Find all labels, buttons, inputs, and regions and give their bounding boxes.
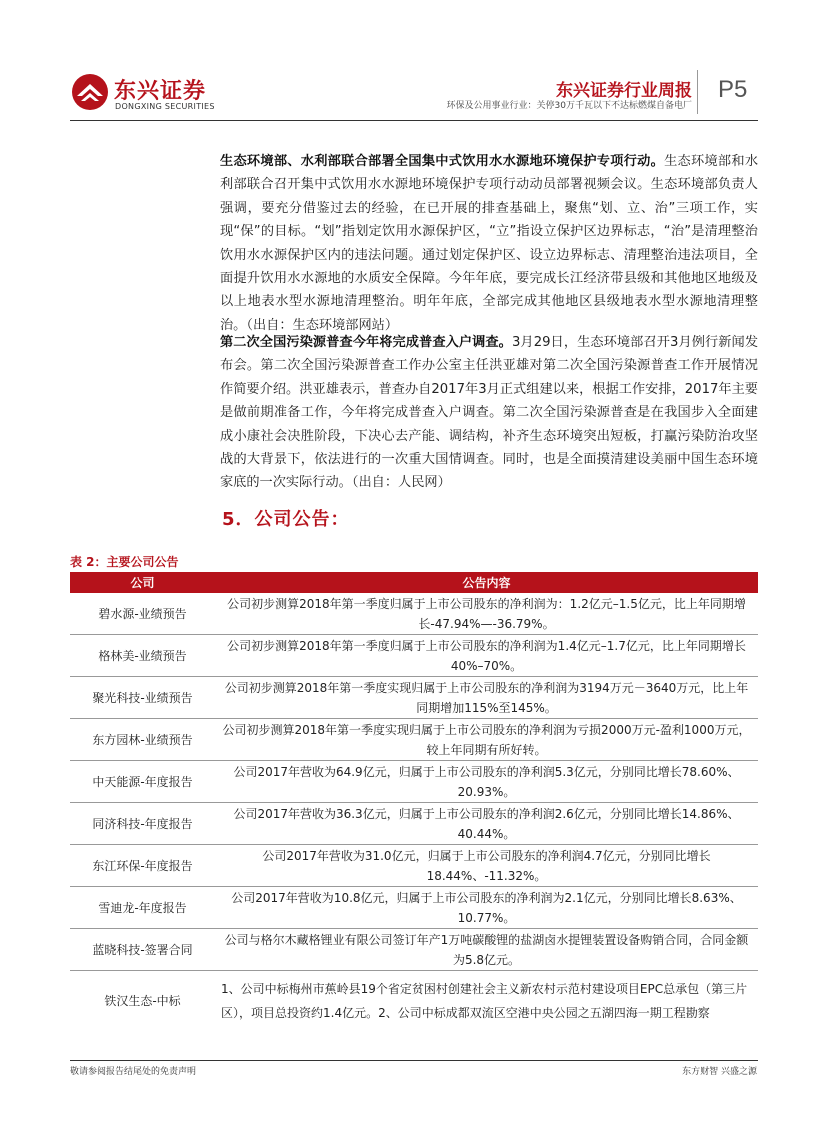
table-row xyxy=(70,593,758,635)
news-paragraph-1 xyxy=(220,150,758,337)
content-cell: 公司2017年营收为10.8亿元，归属于上市公司股东的净利润为2.1亿元，分别同比增长8.63%、10.77%。 xyxy=(215,887,758,929)
company-announcement-table xyxy=(70,572,758,1031)
footer-slogan: 东方财智 兴盛之源 xyxy=(682,1067,757,1077)
content-cell: 公司2017年营收为64.9亿元，归属于上市公司股东的净利润5.3亿元，分别同比增长78.60%、20.93%。 xyxy=(215,761,758,803)
header-rule xyxy=(70,120,758,121)
column-header-company: 公司 xyxy=(70,572,215,593)
content-cell: 1、公司中标梅州市蕉岭县19个省定贫困村创建社会主义新农村示范村建设项目EPC总承包（第三片区），项目总投资约1.4亿元。2、公司中标成都双流区空港中央公园之五湖四海一期工程勘察 xyxy=(221,982,748,1020)
table-row xyxy=(70,761,758,803)
company-cell: 蓝晓科技-签署合同 xyxy=(70,929,215,971)
table-row xyxy=(70,677,758,719)
company-logo xyxy=(70,72,215,116)
report-subtitle: 环保及公用事业行业：关停30万千瓦以下不达标燃煤自备电厂 xyxy=(446,101,692,111)
report-title: 东兴证券行业周报 xyxy=(556,81,692,101)
header-divider xyxy=(697,70,698,114)
footer-rule xyxy=(70,1060,758,1061)
table-header-row xyxy=(70,572,758,593)
company-cell: 雪迪龙-年度报告 xyxy=(70,887,215,929)
table-row xyxy=(70,887,758,929)
content-cell: 公司2017年营收为31.0亿元，归属于上市公司股东的净利润4.7亿元，分别同比增长18.44%、-11.32%。 xyxy=(215,845,758,887)
company-cell: 格林美-业绩预告 xyxy=(70,635,215,677)
dongxing-logo-icon xyxy=(70,72,110,112)
company-cell: 东方园林-业绩预告 xyxy=(70,719,215,761)
page-number: P5 xyxy=(718,76,748,103)
footer-disclaimer: 敬请参阅报告结尾处的免责声明 xyxy=(70,1067,197,1077)
company-cell: 聚光科技-业绩预告 xyxy=(70,677,215,719)
table-row xyxy=(70,929,758,971)
logo-brand-cn: 东兴证券 xyxy=(114,79,207,104)
table-row xyxy=(70,803,758,845)
paragraph-2-text: 3月29日，生态环境部召开3月例行新闻发布会。第二次全国污染源普查工作办公室主任洪亚雄对第二次全国污染源普查工作开展情况作简要介绍。洪亚雄表示，普查办自2017年3月正式组建以来，根据工作安排，2017年主要是做前期准备工作，今年将完成普查入户调查。第二次全国污染源普查是在我国步入全面建成小康社会决胜阶段，下决心去产能、调结构，补齐生态环境突出短板，打赢污染防治攻坚战的大背景下，依法进行的一次重大国情调查。同时，也是全面摸清建设美丽中国生态环境家底的一次实际行动。（出自：人民网） xyxy=(220,335,759,491)
table-row xyxy=(70,719,758,761)
table-row xyxy=(70,971,758,1032)
paragraph-2-lead: 第二次全国污染源普查今年将完成普查入户调查。 xyxy=(220,335,512,350)
news-paragraph-2 xyxy=(220,331,758,495)
table-row xyxy=(70,635,758,677)
company-cell: 中天能源-年度报告 xyxy=(70,761,215,803)
logo-brand-en: DONGXING SECURITIES xyxy=(115,102,215,111)
content-cell: 公司初步测算2018年第一季度归属于上市公司股东的净利润为1.4亿元–1.7亿元，比上年同期增长40%–70%。 xyxy=(215,635,758,677)
paragraph-1-lead: 生态环境部、水利部联合部署全国集中式饮用水水源地环境保护专项行动。 xyxy=(220,154,665,169)
company-cell: 同济科技-年度报告 xyxy=(70,803,215,845)
column-header-content: 公告内容 xyxy=(215,572,758,593)
content-cell: 公司初步测算2018年第一季度实现归属于上市公司股东的净利润为3194万元－3640万元，比上年同期增加115%至145%。 xyxy=(215,677,758,719)
content-cell: 公司初步测算2018年第一季度实现归属于上市公司股东的净利润为亏损2000万元-盈利1000万元，较上年同期有所好转。 xyxy=(215,719,758,761)
paragraph-1-text: 生态环境部和水利部联合召开集中式饮用水水源地环境保护专项行动动员部署视频会议。生态环境部负责人强调，要充分借鉴过去的经验，在已开展的排查基础上，聚焦“划、立、治”三项工作，实现“保”的目标。“划”指划定饮用水源保护区，“立”指设立保护区边界标志，“治”是清理整治饮用水水源保护区内的违法问题。通过划定保护区、设立边界标志、清理整治违法项目，全面提升饮用水水源地的水质安全保障。今年年底，要完成长江经济带县级和其他地区地级及以上地表水型水源地清理整治。明年年底，全部完成其他地区县级地表水型水源地清理整治。（出自：生态环境部网站） xyxy=(220,154,759,333)
content-cell: 公司2017年营收为36.3亿元，归属于上市公司股东的净利润2.6亿元，分别同比增长14.86%、40.44%。 xyxy=(215,803,758,845)
content-cell: 公司与格尔木藏格锂业有限公司签订年产1万吨碳酸锂的盐湖卤水提锂装置设备购销合同，合同金额为5.8亿元。 xyxy=(215,929,758,971)
table-row xyxy=(70,845,758,887)
content-cell: 公司初步测算2018年第一季度归属于上市公司股东的净利润为：1.2亿元–1.5亿元，比上年同期增长-47.94%—-36.79%。 xyxy=(215,593,758,635)
company-cell: 铁汉生态-中标 xyxy=(104,994,181,1008)
company-cell: 东江环保-年度报告 xyxy=(70,845,215,887)
table-caption: 表 2：主要公司公告 xyxy=(70,555,179,569)
section-heading: 5．公司公告： xyxy=(222,509,350,530)
company-cell: 碧水源-业绩预告 xyxy=(70,593,215,635)
